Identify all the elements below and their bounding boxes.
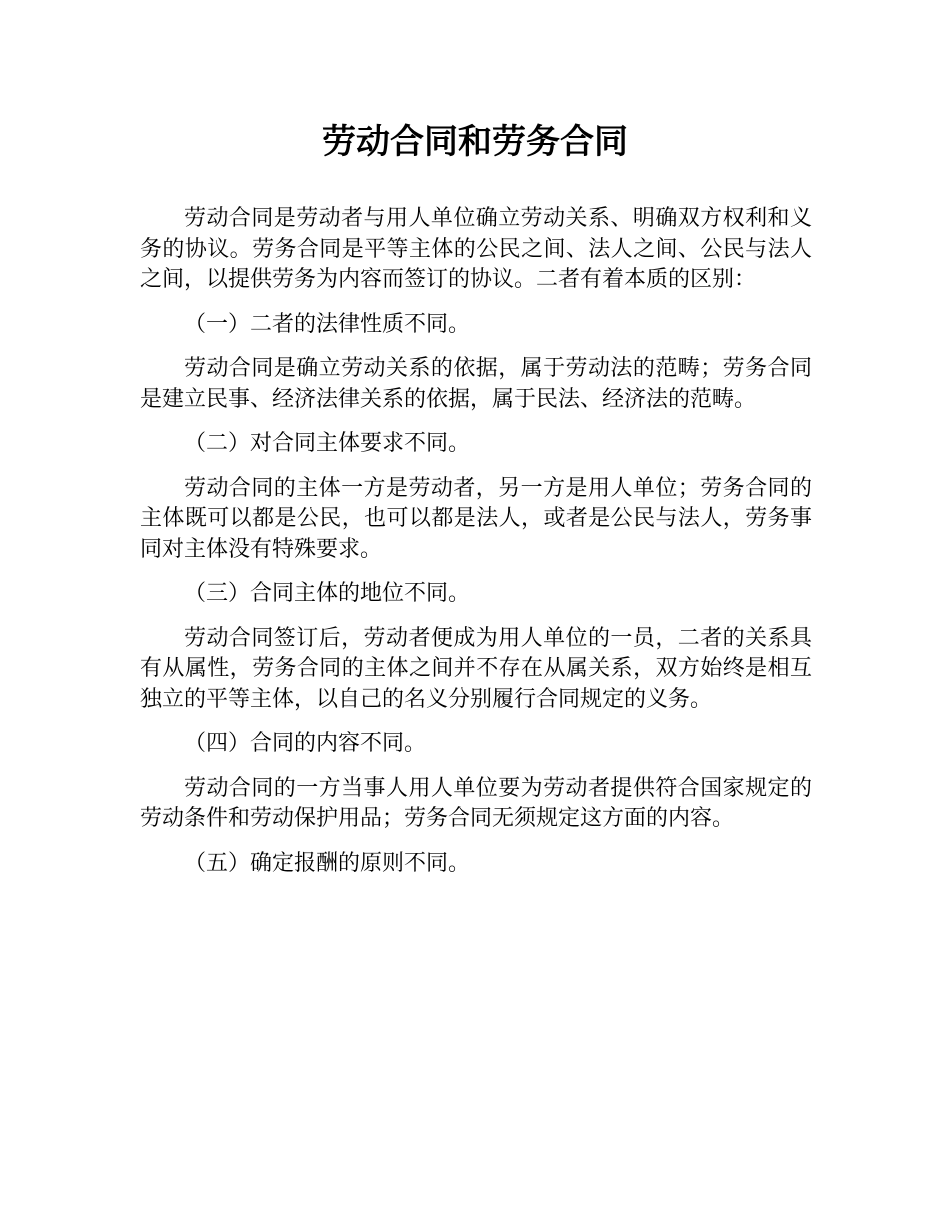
section-3-heading: （三）合同主体的地位不同。 [184,581,471,606]
section-1-heading: （一）二者的法律性质不同。 [184,311,471,337]
section-3-body: 劳动合同签订后，劳动者便成为用人单位的一员，二者的关系具有从属性，劳务合同的主体之间并不存在从属关系，双方始终是相互独立的平等主体，以自己的名义分别履行合同规定的义务。 [140,625,812,712]
section-2-body: 劳动合同的主体一方是劳动者，另一方是用人单位；劳务合同的主体既可以都是公民，也可以都是法人，或者是公民与法人，劳务事同对主体没有特殊要求。 [140,475,812,562]
intro-paragraph: 劳动合同是劳动者与用人单位确立劳动关系、明确双方权利和义务的协议。劳务合同是平等主体的公民之间、法人之间、公民与法人之间，以提供劳务为内容而签订的协议。二者有着本质的区别： [140,206,812,292]
section-5-heading: （五）确定报酬的原则不同。 [184,850,471,876]
section-4-heading: （四）合同的内容不同。 [184,731,427,756]
document-title: 劳动合同和劳务合同 [322,122,628,162]
section-4-body: 劳动合同的一方当事人用人单位要为劳动者提供符合国家规定的劳动条件和劳动保护用品；劳务合同无须规定这方面的内容。 [140,775,812,831]
section-2-heading: （二）对合同主体要求不同。 [184,431,471,456]
section-1-body: 劳动合同是确立劳动关系的依据，属于劳动法的范畴；劳务合同是建立民事、经济法律关系的依据，属于民法、经济法的范畴。 [140,356,812,412]
document-body [140,204,812,893]
